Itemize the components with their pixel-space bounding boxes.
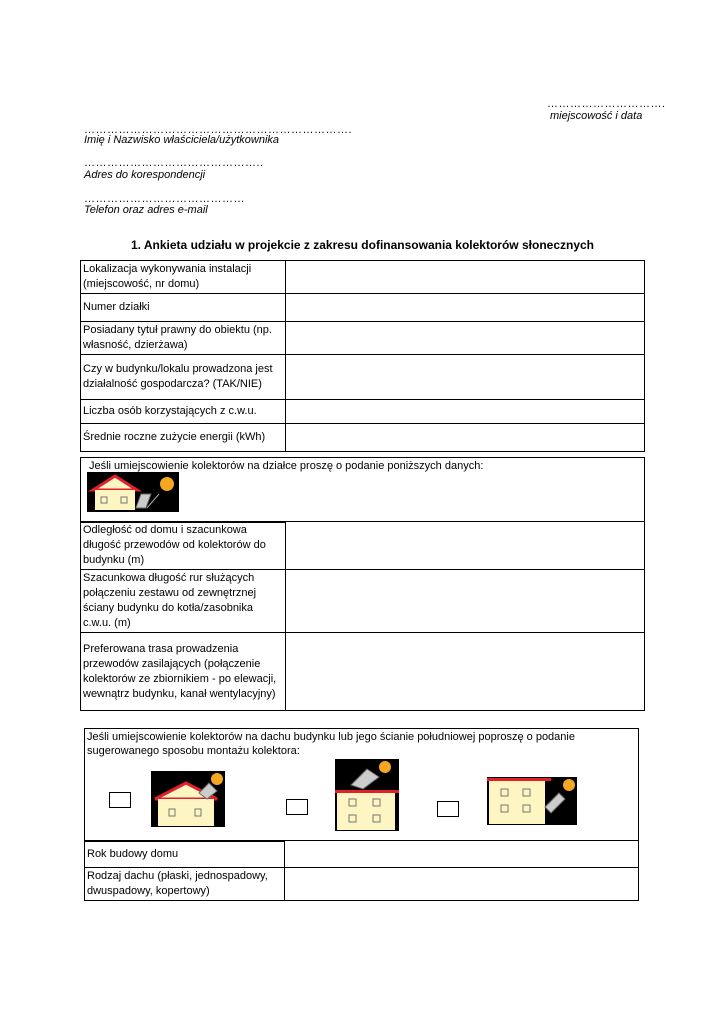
legal-title-field[interactable]	[286, 322, 645, 355]
ground-mount-house-icon	[87, 472, 179, 512]
roof-mount-section	[84, 728, 639, 842]
row-label: Lokalizacja wykonywania instalacji (miejscowość, nr domu)	[81, 261, 286, 294]
row-label: Średnie roczne zużycie energii (kWh)	[81, 424, 286, 452]
row-label: Liczba osób korzystających z c.w.u.	[81, 400, 286, 424]
table-row	[81, 294, 645, 322]
phone-dots: ……………………………………	[84, 193, 245, 205]
row-label: Szacunkowa długość rur służących połączeniu zestawu od zewnętrznej ściany budynku do kotła/zasobnika c.w.u. (m)	[81, 570, 286, 633]
roof-mount-intro: Jeśli umiejscowienie kolektorów na dachu budynku lub jego ścianie południowej poproszę o podanie sugerowanego sposobu montażu kolektora:	[87, 731, 575, 757]
place-date-label: miejscowość i data	[550, 110, 643, 122]
ground-mount-intro: Jeśli umiejscowienie kolektorów na działce proszę o podanie poniższych danych:	[89, 460, 484, 472]
table-row	[81, 633, 645, 711]
table-row	[81, 261, 645, 294]
table-row	[85, 868, 639, 901]
wall-mount-checkbox[interactable]	[437, 801, 459, 817]
plot-number-field[interactable]	[286, 294, 645, 322]
row-label: Czy w budynku/lokalu prowadzona jest działalność gospodarcza? (TAK/NIE)	[81, 355, 286, 400]
place-date-dots: ………………………….	[547, 98, 666, 110]
phone-label: Telefon oraz adres e-mail	[84, 204, 208, 216]
table-row	[81, 522, 645, 570]
wall-mount-house-icon	[487, 777, 577, 825]
business-activity-field[interactable]	[286, 355, 645, 400]
installation-table	[80, 260, 645, 452]
name-dots: …………………………………………………………….	[84, 124, 353, 136]
location-field[interactable]	[286, 261, 645, 294]
table-row	[81, 400, 645, 424]
row-label: Preferowana trasa prowadzenia przewodów zasilających (połączenie kolektorów ze zbiornikiem - po elewacji, wewnątrz budynku, kanał wentylacyjny)	[81, 633, 286, 711]
roof-mount-checkbox[interactable]	[109, 792, 131, 808]
table-row	[81, 570, 645, 633]
roof-mount-house-icon	[151, 771, 225, 827]
form-title: 1. Ankieta udziału w projekcie z zakresu dofinansowania kolektorów słonecznych	[130, 238, 594, 252]
table-row	[81, 355, 645, 400]
flat-roof-mount-checkbox[interactable]	[286, 799, 308, 815]
row-label: Rok budowy domu	[85, 841, 285, 868]
energy-usage-field[interactable]	[286, 424, 645, 452]
persons-count-field[interactable]	[286, 400, 645, 424]
row-label: Numer działki	[81, 294, 286, 322]
pipe-length-field[interactable]	[286, 570, 645, 633]
row-label: Rodzaj dachu (płaski, jednospadowy, dwuspadowy, kopertowy)	[85, 868, 285, 901]
row-label: Posiadany tytuł prawny do obiektu (np. własność, dzierżawa)	[81, 322, 286, 355]
ground-mount-section	[80, 457, 645, 523]
ground-mount-table	[80, 521, 645, 711]
row-label: Odległość od domu i szacunkowa długość przewodów od kolektorów do budynku (m)	[81, 522, 286, 570]
distance-field[interactable]	[286, 522, 645, 570]
wire-route-field[interactable]	[286, 633, 645, 711]
address-dots: ………………………………………..	[84, 157, 264, 169]
roof-mount-table	[84, 840, 639, 901]
build-year-field[interactable]	[285, 841, 639, 868]
table-row	[81, 424, 645, 452]
address-label: Adres do korespondencji	[84, 169, 206, 181]
table-row	[85, 841, 639, 868]
flat-roof-mount-house-icon	[335, 759, 399, 831]
name-label: Imię i Nazwisko właściciela/użytkownika	[84, 134, 280, 146]
table-row	[81, 322, 645, 355]
roof-type-field[interactable]	[285, 868, 639, 901]
